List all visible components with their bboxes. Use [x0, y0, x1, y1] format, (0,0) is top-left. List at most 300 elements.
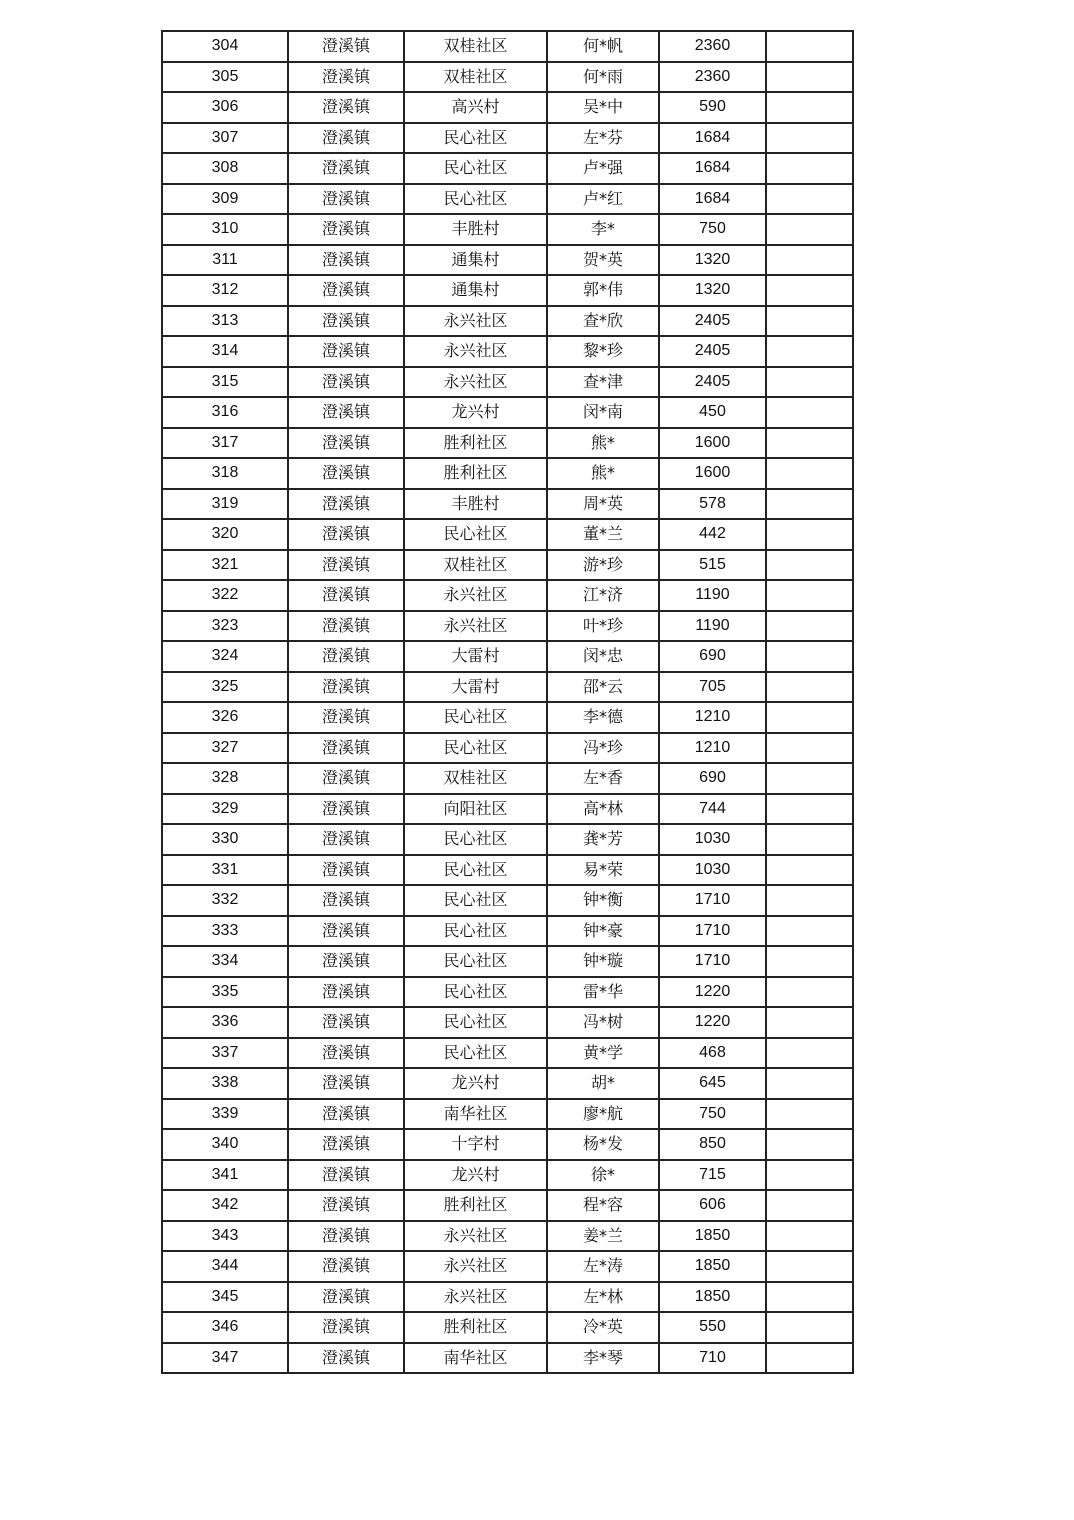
village-cell: 双桂社区 — [404, 763, 547, 794]
table-row — [162, 92, 853, 123]
name-cell: 董*兰 — [547, 519, 659, 550]
town-cell: 澄溪镇 — [288, 1129, 404, 1160]
name-cell: 左*香 — [547, 763, 659, 794]
remark-cell — [766, 1129, 853, 1160]
row-number-cell: 340 — [162, 1129, 288, 1160]
village-cell: 通集村 — [404, 245, 547, 276]
name-cell: 廖*航 — [547, 1099, 659, 1130]
amount-cell: 1030 — [659, 855, 766, 886]
name-cell: 卢*红 — [547, 184, 659, 215]
amount-cell: 715 — [659, 1160, 766, 1191]
town-cell: 澄溪镇 — [288, 1068, 404, 1099]
name-cell: 闵*南 — [547, 397, 659, 428]
amount-cell: 710 — [659, 1343, 766, 1374]
name-cell: 龚*芳 — [547, 824, 659, 855]
village-cell: 十字村 — [404, 1129, 547, 1160]
town-cell: 澄溪镇 — [288, 336, 404, 367]
table-row — [162, 580, 853, 611]
table-row — [162, 397, 853, 428]
table-row — [162, 153, 853, 184]
remark-cell — [766, 92, 853, 123]
village-cell: 大雷村 — [404, 641, 547, 672]
remark-cell — [766, 153, 853, 184]
table-row — [162, 214, 853, 245]
amount-cell: 1320 — [659, 245, 766, 276]
village-cell: 大雷村 — [404, 672, 547, 703]
village-cell: 永兴社区 — [404, 1251, 547, 1282]
town-cell: 澄溪镇 — [288, 489, 404, 520]
village-cell: 民心社区 — [404, 733, 547, 764]
village-cell: 胜利社区 — [404, 1312, 547, 1343]
table-row — [162, 763, 853, 794]
table-row — [162, 519, 853, 550]
row-number-cell: 307 — [162, 123, 288, 154]
row-number-cell: 321 — [162, 550, 288, 581]
row-number-cell: 336 — [162, 1007, 288, 1038]
amount-cell: 1850 — [659, 1251, 766, 1282]
village-cell: 双桂社区 — [404, 62, 547, 93]
amount-cell: 1220 — [659, 1007, 766, 1038]
town-cell: 澄溪镇 — [288, 916, 404, 947]
village-cell: 民心社区 — [404, 123, 547, 154]
amount-cell: 1850 — [659, 1221, 766, 1252]
town-cell: 澄溪镇 — [288, 733, 404, 764]
table-row — [162, 1190, 853, 1221]
amount-cell: 2360 — [659, 62, 766, 93]
town-cell: 澄溪镇 — [288, 824, 404, 855]
table-row — [162, 946, 853, 977]
town-cell: 澄溪镇 — [288, 1007, 404, 1038]
table-row — [162, 672, 853, 703]
town-cell: 澄溪镇 — [288, 1282, 404, 1313]
village-cell: 永兴社区 — [404, 367, 547, 398]
remark-cell — [766, 275, 853, 306]
name-cell: 钟*豪 — [547, 916, 659, 947]
name-cell: 江*济 — [547, 580, 659, 611]
town-cell: 澄溪镇 — [288, 184, 404, 215]
village-cell: 永兴社区 — [404, 306, 547, 337]
name-cell: 左*涛 — [547, 1251, 659, 1282]
name-cell: 何*雨 — [547, 62, 659, 93]
remark-cell — [766, 367, 853, 398]
amount-cell: 590 — [659, 92, 766, 123]
town-cell: 澄溪镇 — [288, 763, 404, 794]
table-row — [162, 1099, 853, 1130]
village-cell: 胜利社区 — [404, 458, 547, 489]
table-row — [162, 1221, 853, 1252]
name-cell: 李*德 — [547, 702, 659, 733]
row-number-cell: 320 — [162, 519, 288, 550]
town-cell: 澄溪镇 — [288, 885, 404, 916]
town-cell: 澄溪镇 — [288, 855, 404, 886]
amount-cell: 1710 — [659, 885, 766, 916]
remark-cell — [766, 1251, 853, 1282]
remark-cell — [766, 1190, 853, 1221]
name-cell: 程*容 — [547, 1190, 659, 1221]
village-cell: 双桂社区 — [404, 31, 547, 62]
name-cell: 冷*英 — [547, 1312, 659, 1343]
town-cell: 澄溪镇 — [288, 306, 404, 337]
table-row — [162, 31, 853, 62]
amount-cell: 690 — [659, 763, 766, 794]
remark-cell — [766, 855, 853, 886]
amount-cell: 2405 — [659, 336, 766, 367]
row-number-cell: 343 — [162, 1221, 288, 1252]
town-cell: 澄溪镇 — [288, 275, 404, 306]
remark-cell — [766, 336, 853, 367]
row-number-cell: 312 — [162, 275, 288, 306]
town-cell: 澄溪镇 — [288, 519, 404, 550]
name-cell: 游*珍 — [547, 550, 659, 581]
table-row — [162, 977, 853, 1008]
town-cell: 澄溪镇 — [288, 641, 404, 672]
town-cell: 澄溪镇 — [288, 1312, 404, 1343]
village-cell: 民心社区 — [404, 824, 547, 855]
amount-cell: 1684 — [659, 184, 766, 215]
village-cell: 民心社区 — [404, 702, 547, 733]
village-cell: 民心社区 — [404, 946, 547, 977]
remark-cell — [766, 702, 853, 733]
village-cell: 双桂社区 — [404, 550, 547, 581]
village-cell: 民心社区 — [404, 916, 547, 947]
amount-cell: 578 — [659, 489, 766, 520]
amount-cell: 1600 — [659, 458, 766, 489]
name-cell: 邵*云 — [547, 672, 659, 703]
amount-cell: 606 — [659, 1190, 766, 1221]
village-cell: 永兴社区 — [404, 1221, 547, 1252]
town-cell: 澄溪镇 — [288, 1251, 404, 1282]
village-cell: 丰胜村 — [404, 489, 547, 520]
row-number-cell: 305 — [162, 62, 288, 93]
remark-cell — [766, 1312, 853, 1343]
remark-cell — [766, 946, 853, 977]
row-number-cell: 325 — [162, 672, 288, 703]
village-cell: 龙兴村 — [404, 1160, 547, 1191]
row-number-cell: 322 — [162, 580, 288, 611]
row-number-cell: 309 — [162, 184, 288, 215]
remark-cell — [766, 1282, 853, 1313]
name-cell: 李*琴 — [547, 1343, 659, 1374]
town-cell: 澄溪镇 — [288, 702, 404, 733]
row-number-cell: 308 — [162, 153, 288, 184]
town-cell: 澄溪镇 — [288, 153, 404, 184]
row-number-cell: 339 — [162, 1099, 288, 1130]
remark-cell — [766, 1160, 853, 1191]
amount-cell: 1600 — [659, 428, 766, 459]
remark-cell — [766, 580, 853, 611]
town-cell: 澄溪镇 — [288, 550, 404, 581]
row-number-cell: 342 — [162, 1190, 288, 1221]
row-number-cell: 316 — [162, 397, 288, 428]
village-cell: 永兴社区 — [404, 580, 547, 611]
table-row — [162, 489, 853, 520]
remark-cell — [766, 1099, 853, 1130]
town-cell: 澄溪镇 — [288, 1190, 404, 1221]
amount-cell: 1850 — [659, 1282, 766, 1313]
name-cell: 左*林 — [547, 1282, 659, 1313]
name-cell: 查*欣 — [547, 306, 659, 337]
row-number-cell: 347 — [162, 1343, 288, 1374]
table-row — [162, 1007, 853, 1038]
village-cell: 南华社区 — [404, 1343, 547, 1374]
table-row — [162, 1282, 853, 1313]
row-number-cell: 345 — [162, 1282, 288, 1313]
amount-cell: 1320 — [659, 275, 766, 306]
name-cell: 周*英 — [547, 489, 659, 520]
amount-cell: 850 — [659, 1129, 766, 1160]
amount-cell: 750 — [659, 214, 766, 245]
amount-cell: 744 — [659, 794, 766, 825]
amount-cell: 2405 — [659, 306, 766, 337]
row-number-cell: 341 — [162, 1160, 288, 1191]
table-row — [162, 1038, 853, 1069]
town-cell: 澄溪镇 — [288, 214, 404, 245]
village-cell: 民心社区 — [404, 977, 547, 1008]
name-cell: 钟*璇 — [547, 946, 659, 977]
remark-cell — [766, 214, 853, 245]
row-number-cell: 337 — [162, 1038, 288, 1069]
amount-cell: 2405 — [659, 367, 766, 398]
table-row — [162, 428, 853, 459]
table-row — [162, 885, 853, 916]
village-cell: 民心社区 — [404, 153, 547, 184]
table-row — [162, 1343, 853, 1374]
village-cell: 民心社区 — [404, 519, 547, 550]
village-cell: 永兴社区 — [404, 336, 547, 367]
name-cell: 黎*珍 — [547, 336, 659, 367]
amount-cell: 1030 — [659, 824, 766, 855]
table-row — [162, 123, 853, 154]
name-cell: 吴*中 — [547, 92, 659, 123]
town-cell: 澄溪镇 — [288, 1099, 404, 1130]
amount-cell: 1210 — [659, 702, 766, 733]
row-number-cell: 311 — [162, 245, 288, 276]
name-cell: 贺*英 — [547, 245, 659, 276]
row-number-cell: 329 — [162, 794, 288, 825]
row-number-cell: 333 — [162, 916, 288, 947]
name-cell: 查*津 — [547, 367, 659, 398]
name-cell: 卢*强 — [547, 153, 659, 184]
table-row — [162, 62, 853, 93]
remark-cell — [766, 977, 853, 1008]
remark-cell — [766, 1068, 853, 1099]
amount-cell: 2360 — [659, 31, 766, 62]
table-row — [162, 275, 853, 306]
remark-cell — [766, 824, 853, 855]
town-cell: 澄溪镇 — [288, 1038, 404, 1069]
row-number-cell: 306 — [162, 92, 288, 123]
table-row — [162, 916, 853, 947]
town-cell: 澄溪镇 — [288, 245, 404, 276]
row-number-cell: 344 — [162, 1251, 288, 1282]
town-cell: 澄溪镇 — [288, 1343, 404, 1374]
remark-cell — [766, 763, 853, 794]
village-cell: 通集村 — [404, 275, 547, 306]
remark-cell — [766, 31, 853, 62]
remark-cell — [766, 245, 853, 276]
amount-cell: 450 — [659, 397, 766, 428]
row-number-cell: 346 — [162, 1312, 288, 1343]
name-cell: 徐* — [547, 1160, 659, 1191]
town-cell: 澄溪镇 — [288, 580, 404, 611]
amount-cell: 690 — [659, 641, 766, 672]
row-number-cell: 319 — [162, 489, 288, 520]
amount-cell: 1190 — [659, 580, 766, 611]
row-number-cell: 332 — [162, 885, 288, 916]
name-cell: 叶*珍 — [547, 611, 659, 642]
table-row — [162, 336, 853, 367]
row-number-cell: 314 — [162, 336, 288, 367]
document-sheet — [161, 30, 854, 1374]
name-cell: 冯*珍 — [547, 733, 659, 764]
row-number-cell: 323 — [162, 611, 288, 642]
row-number-cell: 318 — [162, 458, 288, 489]
remark-cell — [766, 1343, 853, 1374]
remark-cell — [766, 306, 853, 337]
table-row — [162, 1251, 853, 1282]
remark-cell — [766, 489, 853, 520]
table-row — [162, 794, 853, 825]
village-cell: 胜利社区 — [404, 1190, 547, 1221]
amount-cell: 1710 — [659, 946, 766, 977]
row-number-cell: 326 — [162, 702, 288, 733]
amount-cell: 705 — [659, 672, 766, 703]
village-cell: 向阳社区 — [404, 794, 547, 825]
name-cell: 熊* — [547, 428, 659, 459]
name-cell: 姜*兰 — [547, 1221, 659, 1252]
name-cell: 熊* — [547, 458, 659, 489]
remark-cell — [766, 397, 853, 428]
amount-cell: 750 — [659, 1099, 766, 1130]
row-number-cell: 317 — [162, 428, 288, 459]
table-row — [162, 1068, 853, 1099]
table-row — [162, 824, 853, 855]
remark-cell — [766, 428, 853, 459]
village-cell: 丰胜村 — [404, 214, 547, 245]
table-row — [162, 855, 853, 886]
town-cell: 澄溪镇 — [288, 977, 404, 1008]
remark-cell — [766, 458, 853, 489]
village-cell: 民心社区 — [404, 885, 547, 916]
remark-cell — [766, 62, 853, 93]
name-cell: 郭*伟 — [547, 275, 659, 306]
name-cell: 何*帆 — [547, 31, 659, 62]
name-cell: 雷*华 — [547, 977, 659, 1008]
village-cell: 永兴社区 — [404, 611, 547, 642]
amount-cell: 1210 — [659, 733, 766, 764]
town-cell: 澄溪镇 — [288, 62, 404, 93]
town-cell: 澄溪镇 — [288, 92, 404, 123]
remark-cell — [766, 550, 853, 581]
name-cell: 钟*衡 — [547, 885, 659, 916]
row-number-cell: 304 — [162, 31, 288, 62]
amount-cell: 442 — [659, 519, 766, 550]
row-number-cell: 313 — [162, 306, 288, 337]
town-cell: 澄溪镇 — [288, 794, 404, 825]
row-number-cell: 327 — [162, 733, 288, 764]
village-cell: 民心社区 — [404, 1007, 547, 1038]
remark-cell — [766, 916, 853, 947]
row-number-cell: 328 — [162, 763, 288, 794]
remark-cell — [766, 885, 853, 916]
town-cell: 澄溪镇 — [288, 672, 404, 703]
town-cell: 澄溪镇 — [288, 397, 404, 428]
table-row — [162, 306, 853, 337]
row-number-cell: 315 — [162, 367, 288, 398]
table-row — [162, 184, 853, 215]
town-cell: 澄溪镇 — [288, 458, 404, 489]
village-cell: 胜利社区 — [404, 428, 547, 459]
town-cell: 澄溪镇 — [288, 123, 404, 154]
name-cell: 冯*树 — [547, 1007, 659, 1038]
remark-cell — [766, 123, 853, 154]
amount-cell: 468 — [659, 1038, 766, 1069]
table-row — [162, 367, 853, 398]
row-number-cell: 331 — [162, 855, 288, 886]
amount-cell: 550 — [659, 1312, 766, 1343]
town-cell: 澄溪镇 — [288, 367, 404, 398]
name-cell: 高*林 — [547, 794, 659, 825]
town-cell: 澄溪镇 — [288, 946, 404, 977]
name-cell: 杨*发 — [547, 1129, 659, 1160]
table-row — [162, 458, 853, 489]
name-cell: 易*荣 — [547, 855, 659, 886]
village-cell: 南华社区 — [404, 1099, 547, 1130]
remark-cell — [766, 184, 853, 215]
table-body — [162, 31, 853, 1373]
table-row — [162, 611, 853, 642]
village-cell: 民心社区 — [404, 1038, 547, 1069]
row-number-cell: 330 — [162, 824, 288, 855]
village-cell: 民心社区 — [404, 855, 547, 886]
table-row — [162, 245, 853, 276]
remark-cell — [766, 1007, 853, 1038]
remark-cell — [766, 733, 853, 764]
town-cell: 澄溪镇 — [288, 31, 404, 62]
row-number-cell: 324 — [162, 641, 288, 672]
amount-cell: 515 — [659, 550, 766, 581]
table-row — [162, 733, 853, 764]
name-cell: 胡* — [547, 1068, 659, 1099]
row-number-cell: 310 — [162, 214, 288, 245]
table-row — [162, 550, 853, 581]
remark-cell — [766, 794, 853, 825]
name-cell: 左*芬 — [547, 123, 659, 154]
table-row — [162, 641, 853, 672]
village-cell: 高兴村 — [404, 92, 547, 123]
amount-cell: 1190 — [659, 611, 766, 642]
table-row — [162, 1312, 853, 1343]
town-cell: 澄溪镇 — [288, 611, 404, 642]
remark-cell — [766, 1038, 853, 1069]
amount-cell: 1684 — [659, 153, 766, 184]
name-cell: 李* — [547, 214, 659, 245]
table-row — [162, 702, 853, 733]
row-number-cell: 338 — [162, 1068, 288, 1099]
amount-cell: 1710 — [659, 916, 766, 947]
table-row — [162, 1160, 853, 1191]
town-cell: 澄溪镇 — [288, 1160, 404, 1191]
table-row — [162, 1129, 853, 1160]
amount-cell: 1220 — [659, 977, 766, 1008]
amount-cell: 1684 — [659, 123, 766, 154]
remark-cell — [766, 611, 853, 642]
row-number-cell: 334 — [162, 946, 288, 977]
village-cell: 民心社区 — [404, 184, 547, 215]
data-table — [161, 30, 854, 1374]
village-cell: 龙兴村 — [404, 397, 547, 428]
remark-cell — [766, 641, 853, 672]
